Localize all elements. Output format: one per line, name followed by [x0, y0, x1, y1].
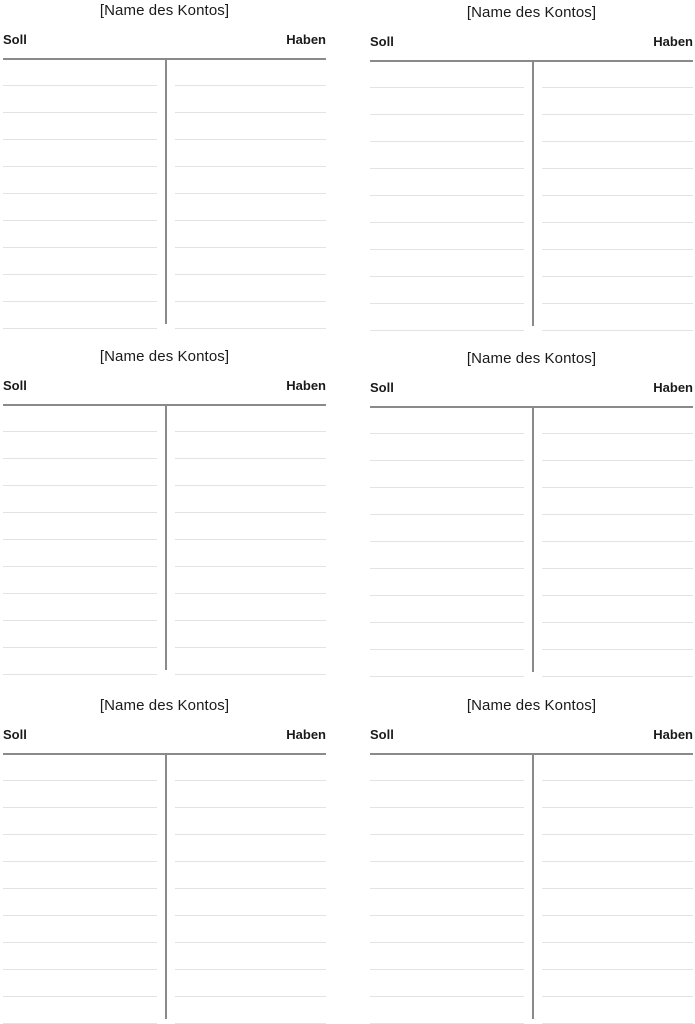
credit-label: Haben — [286, 727, 326, 742]
debit-entry-line[interactable] — [370, 114, 524, 115]
debit-entry-line[interactable] — [370, 622, 524, 623]
debit-entry-line[interactable] — [370, 834, 524, 835]
credit-entry-line[interactable] — [542, 996, 693, 997]
debit-entry-line[interactable] — [370, 222, 524, 223]
debit-entry-line[interactable] — [3, 807, 157, 808]
debit-entry-line[interactable] — [3, 112, 157, 113]
credit-entry-line[interactable] — [542, 568, 693, 569]
debit-entry-line[interactable] — [3, 996, 157, 997]
credit-entry-line[interactable] — [542, 514, 693, 515]
credit-entry-line[interactable] — [175, 834, 326, 835]
debit-entry-line[interactable] — [3, 512, 157, 513]
credit-entry-line[interactable] — [542, 141, 693, 142]
debit-entry-line[interactable] — [3, 647, 157, 648]
debit-entry-line[interactable] — [370, 942, 524, 943]
credit-entry-line[interactable] — [542, 168, 693, 169]
debit-entry-line[interactable] — [3, 247, 157, 248]
credit-label: Haben — [653, 380, 693, 395]
credit-entry-line[interactable] — [175, 247, 326, 248]
credit-entry-line[interactable] — [542, 487, 693, 488]
debit-entry-line[interactable] — [370, 330, 524, 331]
debit-entry-line[interactable] — [3, 139, 157, 140]
debit-entry-line[interactable] — [370, 249, 524, 250]
debit-entry-line[interactable] — [370, 514, 524, 515]
debit-label: Soll — [370, 34, 394, 49]
debit-entry-line[interactable] — [3, 620, 157, 621]
debit-entry-line[interactable] — [370, 303, 524, 304]
debit-entry-line[interactable] — [370, 888, 524, 889]
debit-entry-line[interactable] — [3, 539, 157, 540]
credit-entry-line[interactable] — [542, 915, 693, 916]
debit-label: Soll — [370, 727, 394, 742]
credit-entry-line[interactable] — [175, 112, 326, 113]
credit-entry-line[interactable] — [542, 222, 693, 223]
debit-entry-line[interactable] — [370, 996, 524, 997]
credit-entry-line[interactable] — [542, 460, 693, 461]
credit-entry-line[interactable] — [175, 431, 326, 432]
debit-entry-line[interactable] — [3, 674, 157, 675]
credit-entry-line[interactable] — [175, 620, 326, 621]
debit-entry-line[interactable] — [370, 780, 524, 781]
debit-entry-line[interactable] — [370, 433, 524, 434]
debit-entry-line[interactable] — [370, 276, 524, 277]
credit-entry-line[interactable] — [175, 888, 326, 889]
credit-label: Haben — [653, 727, 693, 742]
credit-entry-line[interactable] — [542, 807, 693, 808]
credit-entry-line[interactable] — [542, 942, 693, 943]
debit-entry-line[interactable] — [370, 568, 524, 569]
credit-entry-line[interactable] — [175, 139, 326, 140]
t-account-vertical-line — [532, 407, 534, 672]
credit-entry-line[interactable] — [175, 328, 326, 329]
debit-entry-line[interactable] — [370, 969, 524, 970]
credit-entry-line[interactable] — [175, 807, 326, 808]
credit-entry-line[interactable] — [175, 485, 326, 486]
credit-entry-line[interactable] — [542, 780, 693, 781]
credit-entry-line[interactable] — [542, 888, 693, 889]
credit-entry-line[interactable] — [175, 220, 326, 221]
account-name-field[interactable]: [Name des Kontos] — [99, 697, 230, 714]
credit-entry-line[interactable] — [175, 593, 326, 594]
debit-entry-line[interactable] — [3, 85, 157, 86]
debit-entry-line[interactable] — [370, 87, 524, 88]
debit-label: Soll — [3, 32, 27, 47]
debit-label: Soll — [370, 380, 394, 395]
account-name-field[interactable]: [Name des Kontos] — [99, 348, 230, 365]
credit-entry-line[interactable] — [542, 969, 693, 970]
credit-entry-line[interactable] — [542, 541, 693, 542]
debit-entry-line[interactable] — [370, 915, 524, 916]
account-name-field[interactable]: [Name des Kontos] — [466, 4, 597, 21]
credit-entry-line[interactable] — [175, 780, 326, 781]
credit-label: Haben — [286, 378, 326, 393]
credit-label: Haben — [653, 34, 693, 49]
credit-entry-line[interactable] — [542, 676, 693, 677]
credit-entry-line[interactable] — [175, 193, 326, 194]
account-name-field[interactable]: [Name des Kontos] — [466, 350, 597, 367]
credit-entry-line[interactable] — [542, 649, 693, 650]
debit-entry-line[interactable] — [370, 141, 524, 142]
t-account-vertical-line — [532, 754, 534, 1019]
debit-entry-line[interactable] — [370, 649, 524, 650]
debit-entry-line[interactable] — [370, 861, 524, 862]
debit-label: Soll — [3, 727, 27, 742]
credit-entry-line[interactable] — [542, 249, 693, 250]
credit-entry-line[interactable] — [175, 85, 326, 86]
t-account-vertical-line — [165, 754, 167, 1019]
credit-entry-line[interactable] — [175, 969, 326, 970]
credit-entry-line[interactable] — [175, 861, 326, 862]
debit-entry-line[interactable] — [3, 915, 157, 916]
credit-entry-line[interactable] — [175, 647, 326, 648]
credit-entry-line[interactable] — [175, 996, 326, 997]
debit-entry-line[interactable] — [3, 942, 157, 943]
credit-entry-line[interactable] — [175, 166, 326, 167]
credit-entry-line[interactable] — [175, 942, 326, 943]
t-account-vertical-line — [165, 59, 167, 324]
debit-entry-line[interactable] — [3, 861, 157, 862]
account-name-field[interactable]: [Name des Kontos] — [466, 697, 597, 714]
credit-entry-line[interactable] — [542, 303, 693, 304]
debit-entry-line[interactable] — [3, 220, 157, 221]
credit-entry-line[interactable] — [175, 674, 326, 675]
debit-entry-line[interactable] — [3, 274, 157, 275]
credit-entry-line[interactable] — [542, 276, 693, 277]
debit-entry-line[interactable] — [3, 566, 157, 567]
debit-entry-line[interactable] — [370, 195, 524, 196]
credit-entry-line[interactable] — [175, 301, 326, 302]
debit-entry-line[interactable] — [3, 458, 157, 459]
credit-entry-line[interactable] — [175, 274, 326, 275]
debit-entry-line[interactable] — [3, 431, 157, 432]
credit-entry-line[interactable] — [175, 566, 326, 567]
credit-entry-line[interactable] — [175, 512, 326, 513]
credit-entry-line[interactable] — [542, 595, 693, 596]
debit-entry-line[interactable] — [3, 166, 157, 167]
credit-entry-line[interactable] — [542, 195, 693, 196]
debit-entry-line[interactable] — [3, 834, 157, 835]
debit-entry-line[interactable] — [370, 460, 524, 461]
debit-entry-line[interactable] — [3, 485, 157, 486]
t-account-vertical-line — [165, 405, 167, 670]
t-account-vertical-line — [532, 61, 534, 326]
debit-entry-line[interactable] — [3, 780, 157, 781]
debit-entry-line[interactable] — [3, 888, 157, 889]
credit-entry-line[interactable] — [175, 539, 326, 540]
credit-entry-line[interactable] — [542, 861, 693, 862]
credit-entry-line[interactable] — [175, 458, 326, 459]
debit-entry-line[interactable] — [3, 593, 157, 594]
debit-entry-line[interactable] — [370, 595, 524, 596]
debit-entry-line[interactable] — [3, 969, 157, 970]
debit-entry-line[interactable] — [370, 541, 524, 542]
debit-entry-line[interactable] — [370, 807, 524, 808]
debit-label: Soll — [3, 378, 27, 393]
credit-entry-line[interactable] — [542, 330, 693, 331]
debit-entry-line[interactable] — [370, 676, 524, 677]
credit-entry-line[interactable] — [542, 114, 693, 115]
debit-entry-line[interactable] — [3, 328, 157, 329]
credit-entry-line[interactable] — [542, 622, 693, 623]
credit-label: Haben — [286, 32, 326, 47]
credit-entry-line[interactable] — [542, 87, 693, 88]
debit-entry-line[interactable] — [3, 193, 157, 194]
debit-entry-line[interactable] — [370, 487, 524, 488]
credit-entry-line[interactable] — [542, 433, 693, 434]
credit-entry-line[interactable] — [542, 834, 693, 835]
debit-entry-line[interactable] — [370, 168, 524, 169]
debit-entry-line[interactable] — [3, 301, 157, 302]
credit-entry-line[interactable] — [175, 915, 326, 916]
account-name-field[interactable]: [Name des Kontos] — [99, 2, 230, 19]
